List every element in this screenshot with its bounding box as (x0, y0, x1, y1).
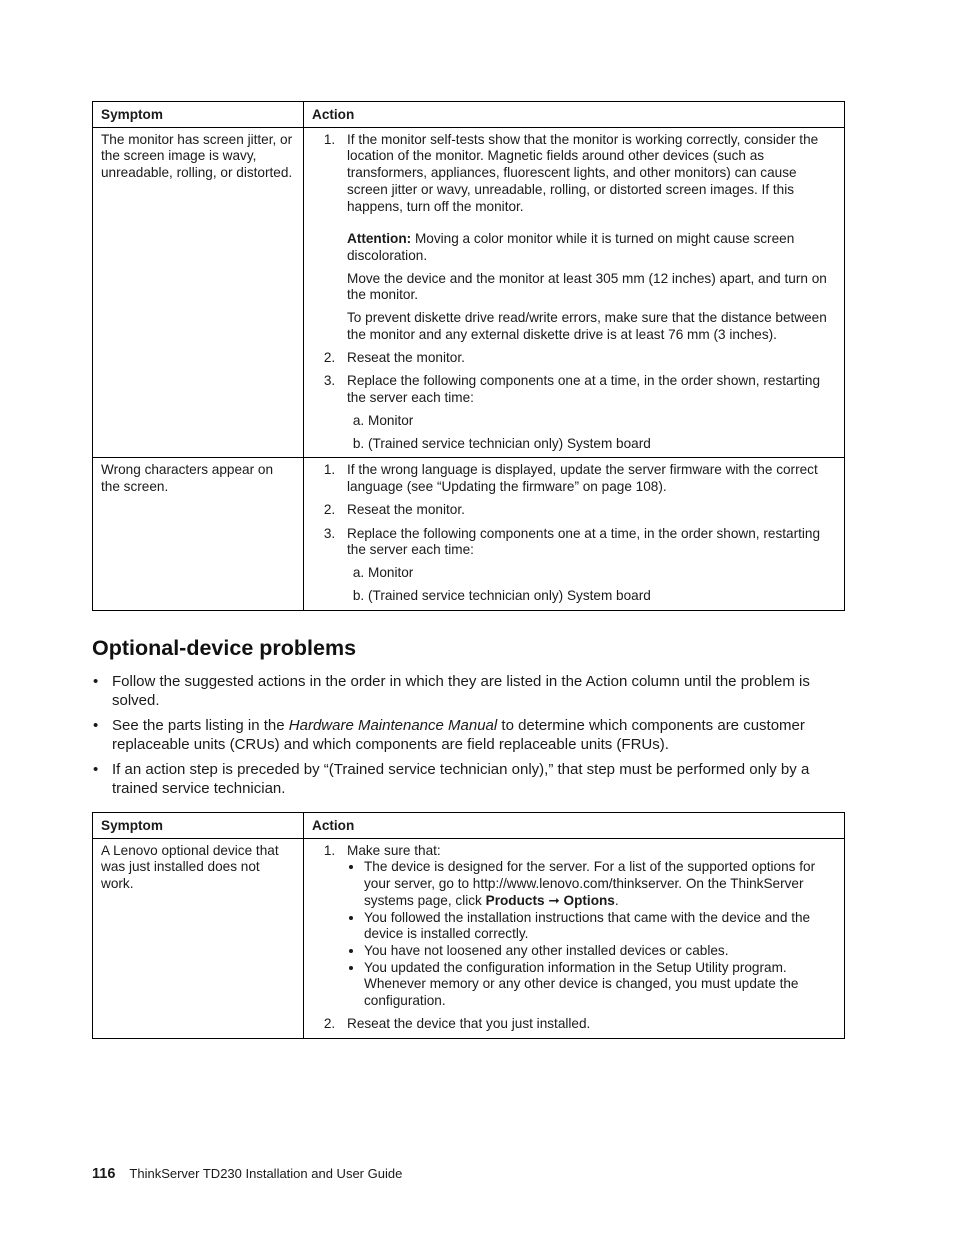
table-row (93, 838, 845, 1038)
attention-label: Attention: (347, 231, 412, 247)
symptom-cell: A Lenovo optional device that was just installed does not work. (93, 838, 304, 1038)
bullet-text: If an action step is preceded by “(Trained service technician only),” that step must be performed only by a trained service technician. (112, 761, 810, 797)
symptom-column-header: Symptom (93, 813, 304, 839)
check-list (347, 859, 836, 1009)
step-text: 3. Replace the following components one at a time, in the order shown, restarting the server each time: (347, 373, 821, 405)
list-item (364, 859, 836, 909)
list-item-text: . (614, 892, 619, 908)
list-item: b. (Trained service technician only) System board (368, 436, 836, 453)
list-item (92, 672, 852, 710)
document-title: ThinkServer TD230 Installation and User Guide (129, 1166, 403, 1181)
list-item: a. Monitor (368, 413, 836, 430)
step-text: 1. Make sure that: (347, 842, 441, 858)
attention-text: Moving a color monitor while it is turned on might cause screen discoloration. (347, 231, 795, 263)
action-column-header: Action (304, 102, 845, 128)
action-step (339, 526, 836, 605)
table-header-row (93, 813, 845, 839)
list-item: a. Monitor (368, 565, 836, 582)
table-row (93, 127, 845, 458)
table-header-row (93, 102, 845, 128)
list-item (92, 716, 852, 754)
arrow-icon: ➞ (544, 892, 564, 908)
action-step (339, 373, 836, 452)
manual-title: Hardware Maintenance Manual (288, 717, 498, 734)
bullet-text: Follow the suggested actions in the order in which they are listed in the Action column until the problem is solved. (112, 673, 810, 709)
step-text: 1. If the monitor self-tests show that the monitor is working correctly, consider the location of the monitor. Magnetic fields around other devices (such as transformers, appliances, fluorescent lights, and other monitors) can cause screen jitter or wavy, unreadable, rolling, or distorted screen images. If this happens, turn off the monitor. (347, 131, 819, 214)
action-column-header: Action (304, 813, 845, 839)
list-item: • You updated the configuration information in the Setup Utility program. Whenever memory or any other device is changed, you must update the configuration. (364, 960, 836, 1010)
list-item-text: The device is designed for the server. For a list of the supported options for your server, go to http://www.lenovo.com/thinkserver. On the ThinkServer systems page, click (364, 859, 816, 908)
action-steps (312, 462, 836, 604)
action-cell (304, 838, 845, 1038)
list-item (92, 760, 852, 798)
action-step: 2. Reseat the monitor. (339, 350, 836, 367)
list-item: • You followed the installation instructions that came with the device and the device is installed correctly. (364, 910, 836, 943)
optional-device-table (92, 812, 845, 1039)
section-heading: Optional-device problems (92, 636, 357, 660)
action-step: 2. Reseat the monitor. (339, 502, 836, 519)
action-step: 2. Reseat the device that you just installed. (339, 1016, 836, 1033)
page-number: 116 (92, 1166, 116, 1182)
step-text: 3. Replace the following components one at a time, in the order shown, restarting the server each time: (347, 525, 821, 558)
action-step (339, 843, 836, 1010)
bullet-icon: • (93, 673, 99, 690)
component-list (347, 413, 836, 453)
monitor-troubleshooting-table (92, 101, 845, 611)
intro-bullet-list (92, 672, 852, 804)
options-menu-label: Options (563, 892, 615, 908)
attention-note (347, 231, 836, 264)
list-item: • You have not loosened any other installed devices or cables. (364, 943, 836, 960)
action-steps (312, 132, 836, 453)
action-steps (312, 843, 836, 1033)
bullet-text: See the parts listing in the (112, 717, 289, 734)
list-item: b. (Trained service technician only) System board (368, 588, 836, 605)
component-list (347, 565, 836, 605)
bullet-icon: • (93, 717, 99, 734)
page-footer (92, 1166, 402, 1182)
table-row (93, 458, 845, 610)
move-note: Move the device and the monitor at least 305 mm (12 inches) apart, and turn on the monitor. (347, 270, 827, 303)
diskette-note: To prevent diskette drive read/write errors, make sure that the distance between the monitor and any external diskette drive is at least 76 mm (3 inches). (347, 310, 827, 342)
action-step (339, 132, 836, 344)
symptom-column-header: Symptom (93, 102, 304, 128)
action-cell (304, 458, 845, 610)
action-step: 1. If the wrong language is displayed, update the server firmware with the correct language (see “Updating the firmware” on page 108). (339, 462, 836, 495)
bullet-text: to determine which components are customer replaceable units (CRUs) and which components are field replaceable units (FRUs). (112, 717, 805, 753)
products-menu-label: Products (485, 892, 545, 908)
bullet-icon: • (93, 761, 99, 778)
symptom-cell: The monitor has screen jitter, or the screen image is wavy, unreadable, rolling, or distorted. (93, 127, 304, 458)
symptom-cell: Wrong characters appear on the screen. (93, 458, 304, 610)
action-cell (304, 127, 845, 458)
